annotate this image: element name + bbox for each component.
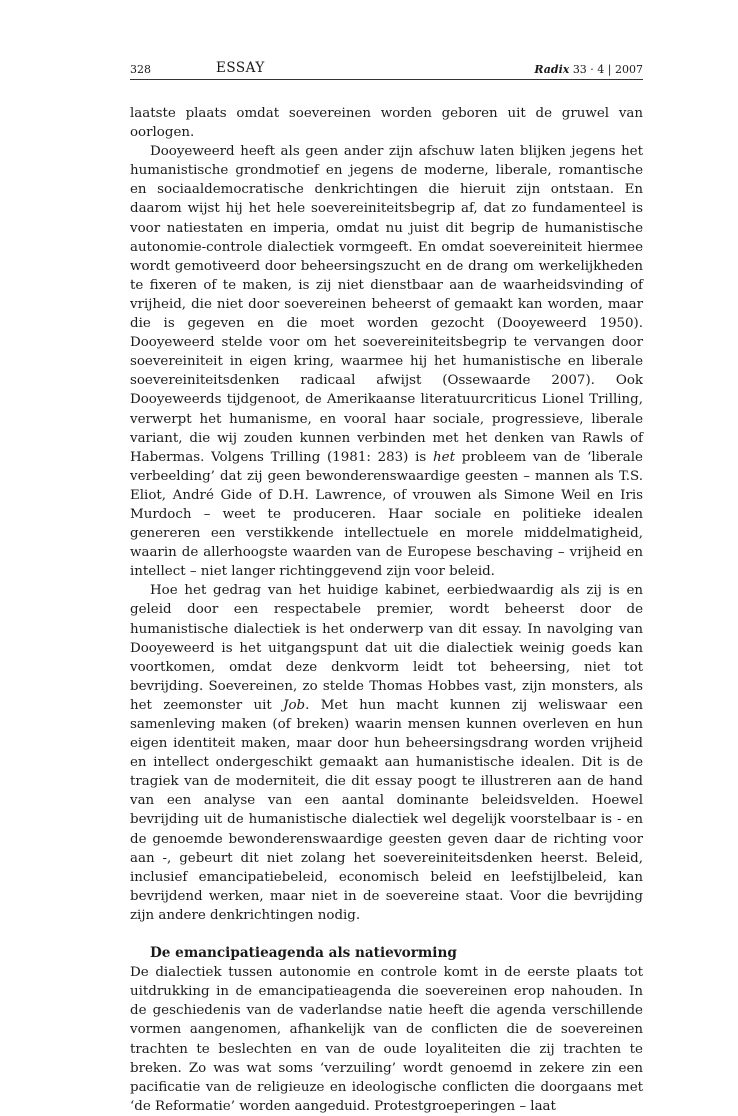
section-title: ESSAY <box>216 60 265 76</box>
emphasis-het: het <box>433 449 455 465</box>
article-body <box>130 104 643 1116</box>
paragraph-text: . Met hun macht kunnen zij weliswaar een samenleving maken (of breken) waarin mensen kunnen overleven en hun eigen identiteit maken, maar door hun beheersingsdrang worden vrijheid en intellect ondergeschikt gemaakt aan humanistische idealen. Dit is de tragiek van de moderniteit, die dit essay poogt te illustreren aan de hand van een analyse van een aantal dominante beleidsvelden. Hoewel bevrijding uit de humanistische dialectiek wel degelijk voorstelbaar is - en de genoemde bewonderenswaardige geesten geven daar de richting voor aan -, gebeurt dit niet zolang het soevereiniteitsdenken heerst. Beleid, inclusief emancipatiebeleid, economisch beleid en leefstijlbeleid, kan bevrijdend werken, maar niet in de soevereine staat. Voor die bevrijding zijn andere denkrichtingen nodig. <box>130 697 643 923</box>
document-page <box>130 60 643 1116</box>
paragraph-text: Dooyeweerd heeft als geen ander zijn afschuw laten blijken jegens het humanistische grondmotief en jegens de moderne, liberale, romantische en sociaaldemocratische denkrichtingen die hieruit zijn ontstaan. En daarom wijst hij het hele soevereiniteitsbegrip af, dat zo fundamenteel is voor natiestaten en imperia, omdat nu juist dit begrip de humanistische autonomie-controle dialectiek vormgeeft. En omdat soevereiniteit hiermee wordt gemotiveerd door beheersingszucht en de drang om werkelijkheden te fixeren of te maken, is zij niet dienstbaar aan de waarheidsvinding of vrijheid, die niet door soevereinen beheerst of gemaakt kan worden, maar die is gegeven en die moet worden gezocht (Dooyeweerd 1950). Dooyeweerd stelde voor om het soevereiniteitsbegrip te vervangen door soevereiniteit in eigen kring, waarmee hij het humanistische en liberale soevereiniteitsdenken radicaal afwijst (Ossewaarde 2007). Ook Dooyeweerds tijdgenoot, de Amerikaanse literatuurcriticus Lionel Trilling, verwerpt het humanisme, en vooral haar sociale, progressieve, liberale variant, die wij zouden kunnen verbinden met het denken van Rawls of Habermas. Volgens Trilling (1981: 283) is <box>130 144 643 465</box>
paragraph-dooyeweerd <box>130 142 643 581</box>
paragraph-text: Hoe het gedrag van het huidige kabinet, eerbiedwaardig als zij is en geleid door een respectabele premier, wordt beheerst door de humanistische dialectiek is het onderwerp van dit essay. In navolging van Dooyeweerd is het uitgangspunt dat uit die dialectiek weinig goeds kan voortkomen, omdat deze denkvorm leidt tot beheersing, niet tot bevrijding. Soevereinen, zo stelde Thomas Hobbes vast, zijn monsters, als het zeemonster uit <box>130 583 643 713</box>
paragraph-emancipatie: De dialectiek tussen autonomie en controle komt in de eerste plaats tot uitdrukking in de emancipatieagenda die soevereinen erop nahouden. In de geschiedenis van de vaderlandse natie heeft die agenda verschillende vormen aangenomen, afhankelijk van de conflicten die de soevereinen trachten te beslechten en van de oude loyaliteiten die zij trachten te breken. Zo was wat soms ‘verzuiling’ wordt genoemd in zekere zin een pacificatie van de religieuze en ideologische conflicten die doorgaans met ‘de Reformatie’ worden aangeduid. Protestgroeperingen – laat <box>130 965 643 1114</box>
paragraph-text: probleem van de ‘liberale verbeelding’ dat zij geen bewonderenswaardige geesten – mannen als T.S. Eliot, André Gide of D.H. Lawrence, of vrouwen als Simone Weil en Iris Murdoch – weet te produceren. Haar sociale en politieke idealen genereren een verstikkende intellectuele en morele middelmatigheid, waarin de allerhoogste waarden van de Europese beschaving – vrijheid en intellect – niet langer richtinggevend zijn voor beleid. <box>130 449 643 580</box>
running-header <box>130 60 643 80</box>
page-number: 328 <box>130 63 151 76</box>
paragraph-kabinet <box>130 581 643 925</box>
paragraph-continued: laatste plaats omdat soevereinen worden geboren uit de gruwel van oorlogen. <box>130 106 643 141</box>
emphasis-job: Job <box>283 697 306 713</box>
header-rule <box>130 79 643 80</box>
journal-issue: 33 · 4 | 2007 <box>572 63 643 76</box>
section-heading: De emancipatieagenda als natievorming <box>150 945 457 962</box>
journal-reference <box>534 62 643 78</box>
journal-name: Radix <box>534 63 570 76</box>
